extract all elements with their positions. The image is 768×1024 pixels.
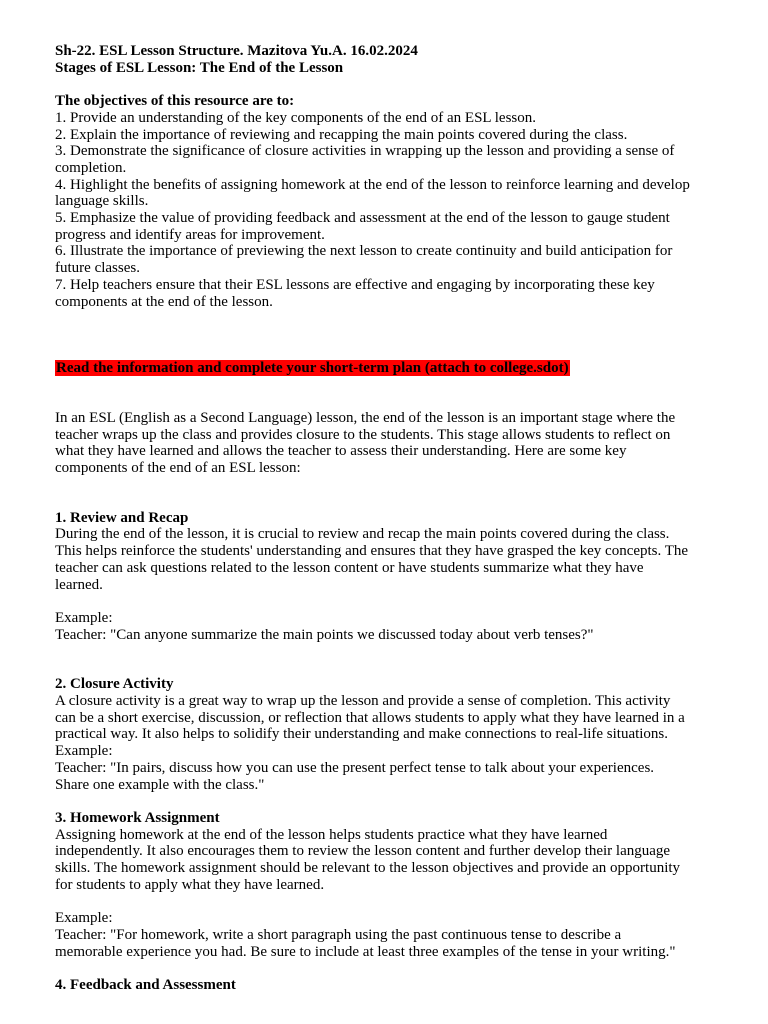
example-label: Example: — [55, 743, 113, 760]
instruction-line — [55, 360, 723, 377]
objective-line: 3. Demonstrate the significance of closure activities in wrapping up the lesson and providing a sense of — [55, 143, 675, 160]
example-label: Example: — [55, 609, 113, 626]
objective-line: completion. — [55, 159, 127, 176]
section-review — [55, 510, 723, 644]
section-closure — [55, 676, 723, 793]
objective-line: future classes. — [55, 260, 140, 277]
instruction-highlight: Read the information and complete your short-term plan (attach to college.sdot) — [56, 360, 569, 377]
document-subtitle: Stages of ESL Lesson: The End of the Lesson — [55, 59, 344, 76]
intro-line: teacher wraps up the class and provides closure to the students. This stage allows students to reflect on — [55, 426, 671, 443]
objective-line: 7. Help teachers ensure that their ESL lessons are effective and engaging by incorporating these key — [55, 276, 655, 293]
section-line: independently. It also encourages them to review the lesson content and further develop their language — [55, 843, 671, 860]
example-line: Teacher: "In pairs, discuss how you can use the present perfect tense to talk about your experiences. — [55, 759, 655, 776]
objective-line: 1. Provide an understanding of the key components of the end of an ESL lesson. — [55, 109, 537, 126]
section-heading: 4. Feedback and Assessment — [55, 976, 236, 993]
objectives-heading: The objectives of this resource are to: — [55, 93, 295, 110]
example-line: memorable experience you had. Be sure to include at least three examples of the tense in your writing." — [55, 943, 676, 960]
section-line: learned. — [55, 576, 103, 593]
objective-line: progress and identify areas for improvement. — [55, 226, 325, 243]
section-line: teacher can ask questions related to the lesson content or have students summarize what they have — [55, 559, 644, 576]
section-heading: 1. Review and Recap — [55, 509, 189, 526]
section-line: practical way. It also helps to solidify their understanding and make connections to real-life situations. — [55, 726, 669, 743]
section-line: can be a short exercise, discussion, or reflection that allows students to apply what they have learned in a — [55, 709, 685, 726]
objective-line: 5. Emphasize the value of providing feedback and assessment at the end of the lesson to gauge student — [55, 210, 670, 227]
intro-line: In an ESL (English as a Second Language) lesson, the end of the lesson is an important stage where the — [55, 409, 676, 426]
document-page — [55, 43, 723, 994]
section-feedback — [55, 977, 723, 994]
objective-line: language skills. — [55, 193, 149, 210]
section-line: Assigning homework at the end of the lesson helps students practice what they have learned — [55, 826, 608, 843]
section-line: This helps reinforce the students' understanding and ensures that they have grasped the key concepts. The — [55, 543, 689, 560]
objectives-list — [55, 110, 723, 310]
intro-line: what they have learned and allows the teacher to assess their understanding. Here are some key — [55, 443, 627, 460]
section-line: skills. The homework assignment should be relevant to the lesson objectives and provide an opportunity — [55, 860, 681, 877]
objective-line: 6. Illustrate the importance of previewing the next lesson to create continuity and build anticipation for — [55, 243, 673, 260]
section-line: for students to apply what they have learned. — [55, 876, 325, 893]
example-line: Teacher: "For homework, write a short paragraph using the past continuous tense to describe a — [55, 926, 622, 943]
section-line: A closure activity is a great way to wrap up the lesson and provide a sense of completion. This activity — [55, 693, 671, 710]
document-title: Sh-22. ESL Lesson Structure. Mazitova Yu.A. 16.02.2024 — [55, 43, 418, 59]
example-line: Share one example with the class." — [55, 776, 265, 793]
section-homework — [55, 810, 723, 960]
section-line: During the end of the lesson, it is crucial to review and recap the main points covered during the class. — [55, 526, 670, 543]
objective-line: components at the end of the lesson. — [55, 293, 273, 310]
example-label: Example: — [55, 910, 113, 927]
example-line: Teacher: "Can anyone summarize the main points we discussed today about verb tenses?" — [55, 626, 594, 643]
objective-line: 2. Explain the importance of reviewing and recapping the main points covered during the class. — [55, 126, 628, 143]
section-heading: 2. Closure Activity — [55, 676, 174, 693]
objective-line: 4. Highlight the benefits of assigning homework at the end of the lesson to reinforce learning and develop — [55, 176, 690, 193]
intro-line: components of the end of an ESL lesson: — [55, 460, 301, 477]
intro-paragraph — [55, 410, 723, 477]
section-heading: 3. Homework Assignment — [55, 809, 220, 826]
